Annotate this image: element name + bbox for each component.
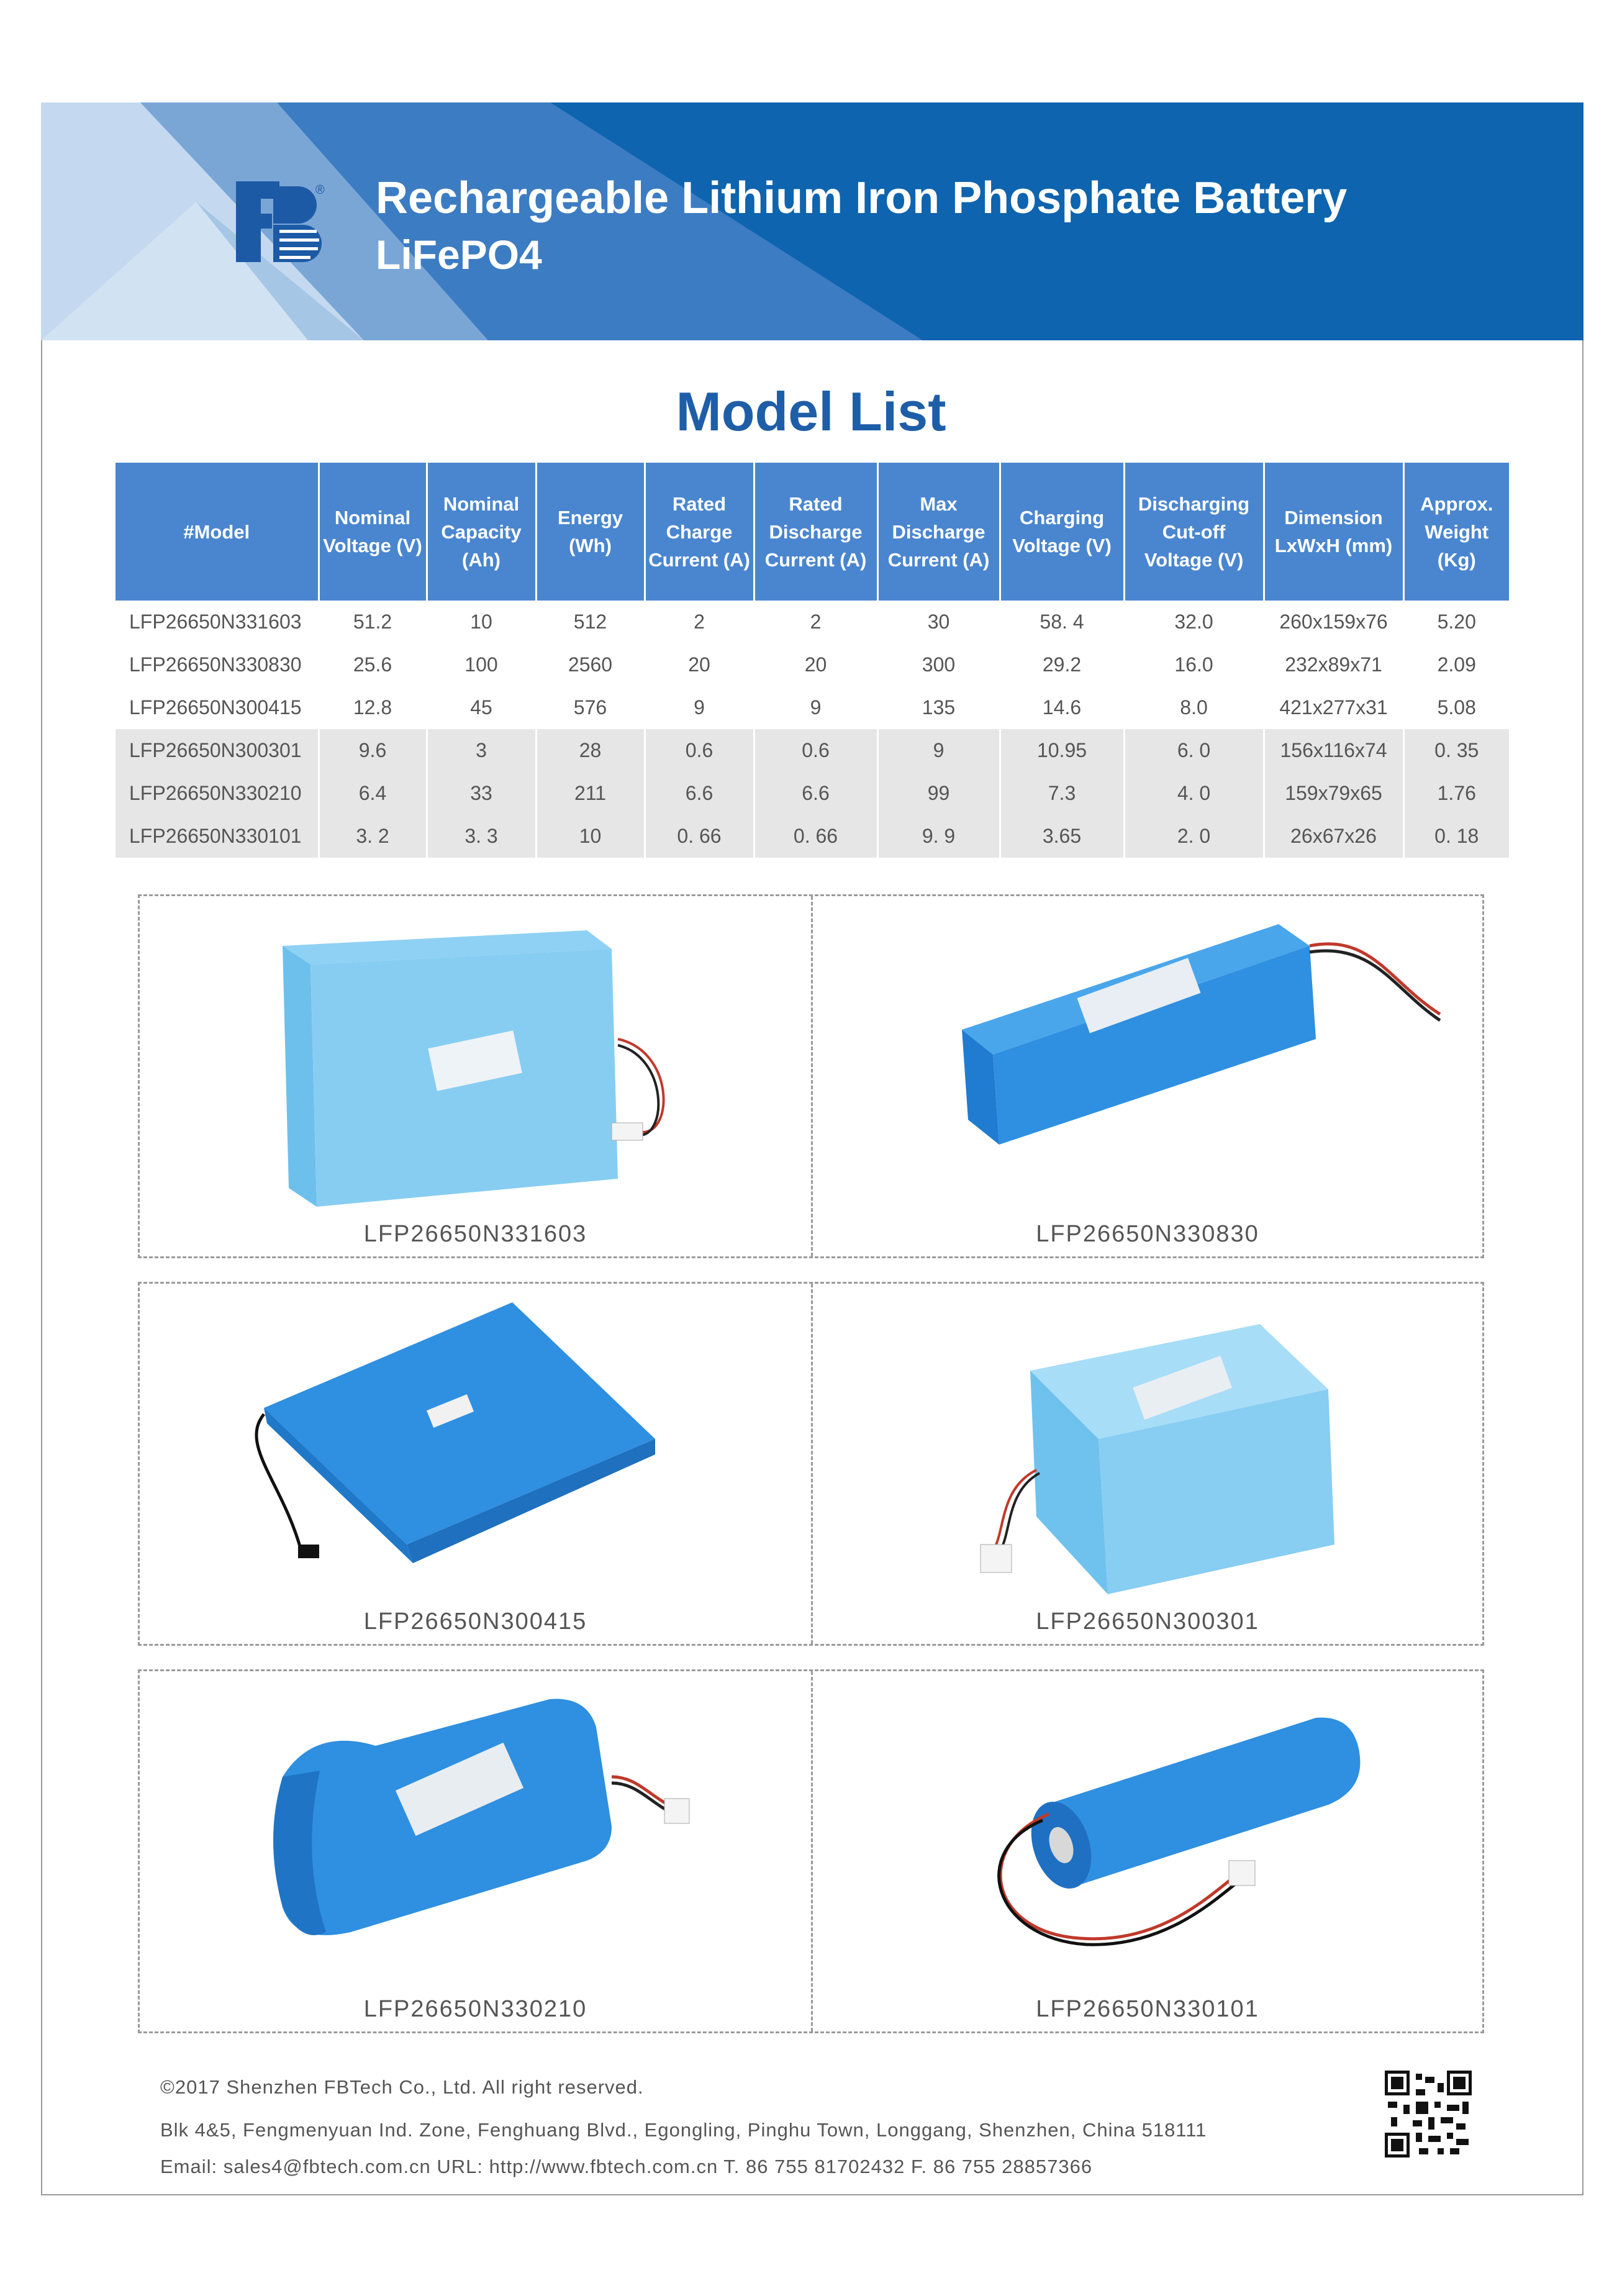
spec-cell: 0. 35 bbox=[1403, 729, 1509, 772]
product-card bbox=[140, 1671, 811, 2031]
spec-cell: 211 bbox=[536, 772, 645, 815]
table-row bbox=[116, 729, 1509, 772]
spec-cell: 20 bbox=[645, 643, 754, 686]
header-title: Rechargeable Lithium Iron Phosphate Battery bbox=[376, 173, 1348, 223]
battery-cell-image bbox=[813, 1671, 1485, 1994]
product-caption: LFP26650N300415 bbox=[363, 1609, 587, 1635]
table-row bbox=[116, 686, 1509, 729]
product-caption: LFP26650N300301 bbox=[1036, 1609, 1259, 1635]
battery-pack-image bbox=[813, 896, 1485, 1219]
col-header-nominal-voltage: Nominal Voltage (V) bbox=[319, 463, 427, 601]
spec-cell: 156x116x74 bbox=[1264, 729, 1403, 772]
spec-cell: 0. 66 bbox=[754, 815, 877, 858]
registered-mark: ® bbox=[315, 183, 325, 197]
product-row bbox=[138, 1282, 1484, 1646]
spec-cell: 9 bbox=[645, 686, 754, 729]
spec-cell: 20 bbox=[754, 643, 877, 686]
footer-address: Blk 4&5, Fengmenyuan Ind. Zone, Fenghuang Blvd., Egongling, Pinghu Town, Longgang, Shenzhen, China 518111 bbox=[160, 2119, 1207, 2141]
product-card bbox=[811, 1671, 1482, 2031]
spec-cell: 14.6 bbox=[1000, 686, 1124, 729]
spec-cell: 45 bbox=[427, 686, 536, 729]
battery-pack-image bbox=[140, 1671, 812, 1994]
battery-pack-image bbox=[140, 896, 812, 1219]
spec-cell: 7.3 bbox=[1000, 772, 1124, 815]
spec-cell: 9.6 bbox=[319, 729, 427, 772]
spec-cell: 576 bbox=[536, 686, 645, 729]
model-cell: LFP26650N300415 bbox=[116, 686, 319, 729]
spec-cell: 0.6 bbox=[754, 729, 877, 772]
spec-cell: 159x79x65 bbox=[1264, 772, 1403, 815]
spec-cell: 10 bbox=[427, 601, 536, 643]
spec-cell: 3. 2 bbox=[319, 815, 427, 858]
model-cell: LFP26650N330101 bbox=[116, 815, 319, 858]
spec-cell: 25.6 bbox=[319, 643, 427, 686]
spec-cell: 5.08 bbox=[1403, 686, 1509, 729]
spec-cell: 232x89x71 bbox=[1264, 643, 1403, 686]
spec-cell: 9 bbox=[754, 686, 877, 729]
product-caption: LFP26650N330101 bbox=[1036, 1996, 1259, 2022]
spec-cell: 100 bbox=[427, 643, 536, 686]
spec-cell: 9 bbox=[877, 729, 1000, 772]
spec-cell: 5.20 bbox=[1403, 601, 1509, 643]
spec-cell: 58. 4 bbox=[1000, 601, 1124, 643]
spec-cell: 3.65 bbox=[1000, 815, 1124, 858]
spec-cell: 6. 0 bbox=[1124, 729, 1264, 772]
product-caption: LFP26650N330210 bbox=[363, 1996, 587, 2022]
product-caption: LFP26650N331603 bbox=[363, 1221, 587, 1247]
product-card bbox=[140, 1284, 811, 1644]
col-header-rated-charge-current: Rated Charge Current (A) bbox=[645, 463, 754, 601]
header-subtitle: LiFePO4 bbox=[376, 232, 542, 278]
table-row bbox=[116, 643, 1509, 686]
spec-cell: 2 bbox=[645, 601, 754, 643]
spec-cell: 26x67x26 bbox=[1264, 815, 1403, 858]
footer-contact: Email: sales4@fbtech.com.cn URL: http://www.fbtech.com.cn T. 86 755 81702432 F. 86 755 28857366 bbox=[160, 2156, 1093, 2177]
table-row bbox=[116, 772, 1509, 815]
spec-cell: 1.76 bbox=[1403, 772, 1509, 815]
product-row bbox=[138, 1669, 1484, 2033]
spec-cell: 30 bbox=[877, 601, 1000, 643]
spec-cell: 0. 18 bbox=[1403, 815, 1509, 858]
spec-cell: 2. 0 bbox=[1124, 815, 1264, 858]
spec-cell: 0. 66 bbox=[645, 815, 754, 858]
spec-cell: 51.2 bbox=[319, 601, 427, 643]
spec-cell: 99 bbox=[877, 772, 1000, 815]
model-cell: LFP26650N331603 bbox=[116, 601, 319, 643]
footer-copyright: ©2017 Shenzhen FBTech Co., Ltd. All right reserved. bbox=[160, 2076, 644, 2098]
col-header-weight: Approx. Weight (Kg) bbox=[1403, 463, 1509, 601]
product-card bbox=[140, 896, 811, 1256]
spec-cell: 2.09 bbox=[1403, 643, 1509, 686]
table-header-row bbox=[116, 463, 1509, 601]
table-row bbox=[116, 601, 1509, 643]
spec-cell: 32.0 bbox=[1124, 601, 1264, 643]
spec-cell: 8.0 bbox=[1124, 686, 1264, 729]
spec-cell: 135 bbox=[877, 686, 1000, 729]
col-header-energy: Energy (Wh) bbox=[536, 463, 645, 601]
product-card bbox=[811, 1284, 1482, 1644]
spec-cell: 6.6 bbox=[645, 772, 754, 815]
product-row bbox=[138, 894, 1484, 1258]
spec-cell: 4. 0 bbox=[1124, 772, 1264, 815]
spec-cell: 6.6 bbox=[754, 772, 877, 815]
fb-logo bbox=[236, 181, 329, 268]
section-title: Model List bbox=[676, 381, 946, 442]
col-header-rated-discharge-current: Rated Discharge Current (A) bbox=[754, 463, 877, 601]
spec-cell: 260x159x76 bbox=[1264, 601, 1403, 643]
spec-cell: 3. 3 bbox=[427, 815, 536, 858]
spec-cell: 12.8 bbox=[319, 686, 427, 729]
battery-pack-image bbox=[140, 1284, 812, 1607]
model-cell: LFP26650N330210 bbox=[116, 772, 319, 815]
spec-cell: 3 bbox=[427, 729, 536, 772]
product-card bbox=[811, 896, 1482, 1256]
table-row bbox=[116, 815, 1509, 858]
spec-cell: 9. 9 bbox=[877, 815, 1000, 858]
spec-cell: 10.95 bbox=[1000, 729, 1124, 772]
model-spec-table bbox=[116, 463, 1509, 858]
spec-cell: 29.2 bbox=[1000, 643, 1124, 686]
col-header-nominal-capacity: Nominal Capacity (Ah) bbox=[427, 463, 536, 601]
spec-cell: 300 bbox=[877, 643, 1000, 686]
spec-cell: 2560 bbox=[536, 643, 645, 686]
spec-cell: 28 bbox=[536, 729, 645, 772]
battery-pack-image bbox=[813, 1284, 1485, 1607]
model-cell: LFP26650N300301 bbox=[116, 729, 319, 772]
spec-cell: 6.4 bbox=[319, 772, 427, 815]
product-caption: LFP26650N330830 bbox=[1036, 1221, 1259, 1247]
spec-cell: 33 bbox=[427, 772, 536, 815]
col-header-model: #Model bbox=[116, 463, 319, 601]
spec-cell: 16.0 bbox=[1124, 643, 1264, 686]
col-header-dimension: Dimension LxWxH (mm) bbox=[1264, 463, 1403, 601]
spec-cell: 0.6 bbox=[645, 729, 754, 772]
qr-code-icon bbox=[1385, 2071, 1472, 2158]
col-header-cutoff-voltage: Discharging Cut-off Voltage (V) bbox=[1124, 463, 1264, 601]
col-header-charging-voltage: Charging Voltage (V) bbox=[1000, 463, 1124, 601]
model-cell: LFP26650N330830 bbox=[116, 643, 319, 686]
spec-cell: 512 bbox=[536, 601, 645, 643]
spec-cell: 10 bbox=[536, 815, 645, 858]
product-grid bbox=[138, 894, 1484, 2057]
spec-cell: 421x277x31 bbox=[1264, 686, 1403, 729]
col-header-max-discharge-current: Max Discharge Current (A) bbox=[877, 463, 1000, 601]
spec-cell: 2 bbox=[754, 601, 877, 643]
